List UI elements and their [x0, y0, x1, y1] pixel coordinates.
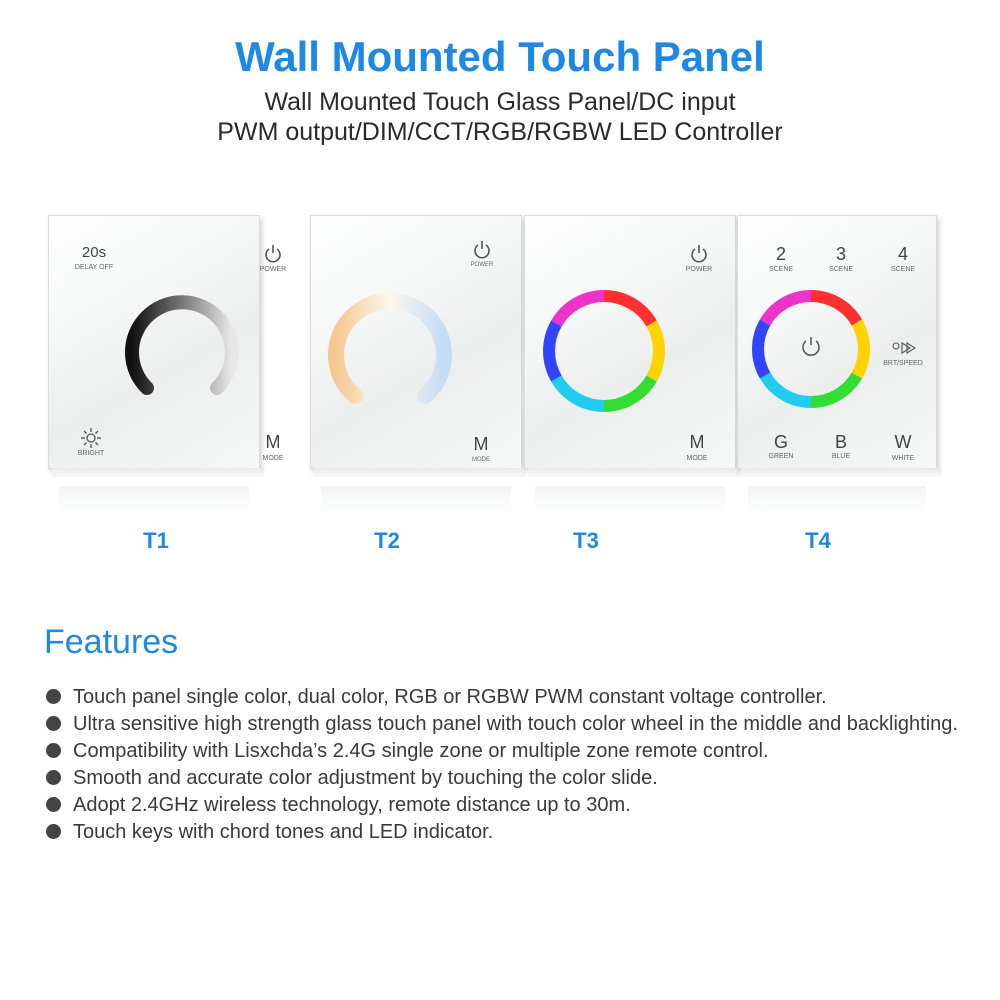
dim-slider-wheel[interactable] [121, 288, 243, 410]
list-item: Adopt 2.4GHz wireless technology, remote distance up to 30m. [44, 792, 964, 819]
mode-key[interactable]: M [473, 434, 489, 454]
product-gallery [0, 185, 1000, 525]
white-key[interactable]: W [894, 432, 912, 452]
model-tag-t2: T2 [374, 528, 400, 553]
bullet-icon [46, 743, 61, 758]
mode-label: MODE [472, 457, 490, 463]
power-icon[interactable] [473, 240, 491, 260]
mode-key[interactable]: M [265, 432, 281, 452]
model-tag-t3: T3 [573, 528, 599, 553]
blue-key[interactable]: B [834, 432, 847, 452]
bullet-icon [46, 797, 61, 812]
white-label: WHITE [891, 455, 915, 462]
scene-key-4[interactable]: 4 [897, 244, 908, 264]
power-icon[interactable] [264, 244, 282, 264]
rgbw-color-wheel[interactable] [750, 288, 872, 410]
panel-t4 [737, 215, 937, 469]
blue-label: BLUE [831, 453, 851, 460]
power-label: POWER [259, 266, 287, 273]
list-item: Ultra sensitive high strength glass touch panel with touch color wheel in the middle and backlighting. [44, 711, 964, 738]
panel-t1 [48, 215, 287, 469]
speed-label: BRT/SPEED [883, 360, 923, 367]
model-tag-t1: T1 [143, 528, 169, 553]
bullet-icon [46, 716, 61, 731]
mode-label: MODE [686, 455, 708, 462]
green-key[interactable]: G [773, 432, 788, 452]
page-title: Wall Mounted Touch Panel [235, 33, 765, 80]
list-item: Smooth and accurate color adjustment by touching the color slide. [44, 765, 964, 792]
bright-label: BRIGHT [77, 450, 105, 457]
model-tag-t4: T4 [805, 528, 831, 553]
panel-t2 [310, 215, 522, 469]
features-heading: Features [44, 623, 179, 661]
power-icon[interactable] [690, 244, 708, 264]
bullet-icon [46, 770, 61, 785]
speed-icon[interactable] [890, 340, 916, 356]
rgb-color-wheel[interactable] [541, 288, 667, 414]
mode-key[interactable]: M [689, 432, 705, 452]
mode-label: MODE [262, 455, 284, 462]
power-label: POWER [470, 262, 494, 268]
power-label: POWER [685, 266, 713, 273]
timer-key[interactable]: 20s [81, 244, 107, 261]
list-item: Touch panel single color, dual color, RGB or RGBW PWM constant voltage controller. [44, 684, 964, 711]
scene-label: SCENE [828, 266, 854, 273]
brightness-icon[interactable] [81, 428, 101, 448]
scene-key-2[interactable]: 2 [775, 244, 786, 264]
scene-label: SCENE [890, 266, 916, 273]
features-list [44, 684, 964, 846]
green-label: GREEN [768, 453, 794, 460]
subtitle-line-1: Wall Mounted Touch Glass Panel/DC input [264, 88, 736, 116]
scene-label: SCENE [768, 266, 794, 273]
panel-t3 [524, 215, 736, 469]
timer-label: DELAY OFF [74, 264, 114, 271]
list-item: Compatibility with Lisxchda’s 2.4G single zone or multiple zone remote control. [44, 738, 964, 765]
bullet-icon [46, 689, 61, 704]
bullet-icon [46, 824, 61, 839]
scene-key-3[interactable]: 3 [835, 244, 846, 264]
list-item: Touch keys with chord tones and LED indicator. [44, 819, 964, 846]
subtitle-line-2: PWM output/DIM/CCT/RGB/RGBW LED Controller [217, 118, 783, 146]
cct-slider-wheel[interactable] [325, 288, 455, 418]
